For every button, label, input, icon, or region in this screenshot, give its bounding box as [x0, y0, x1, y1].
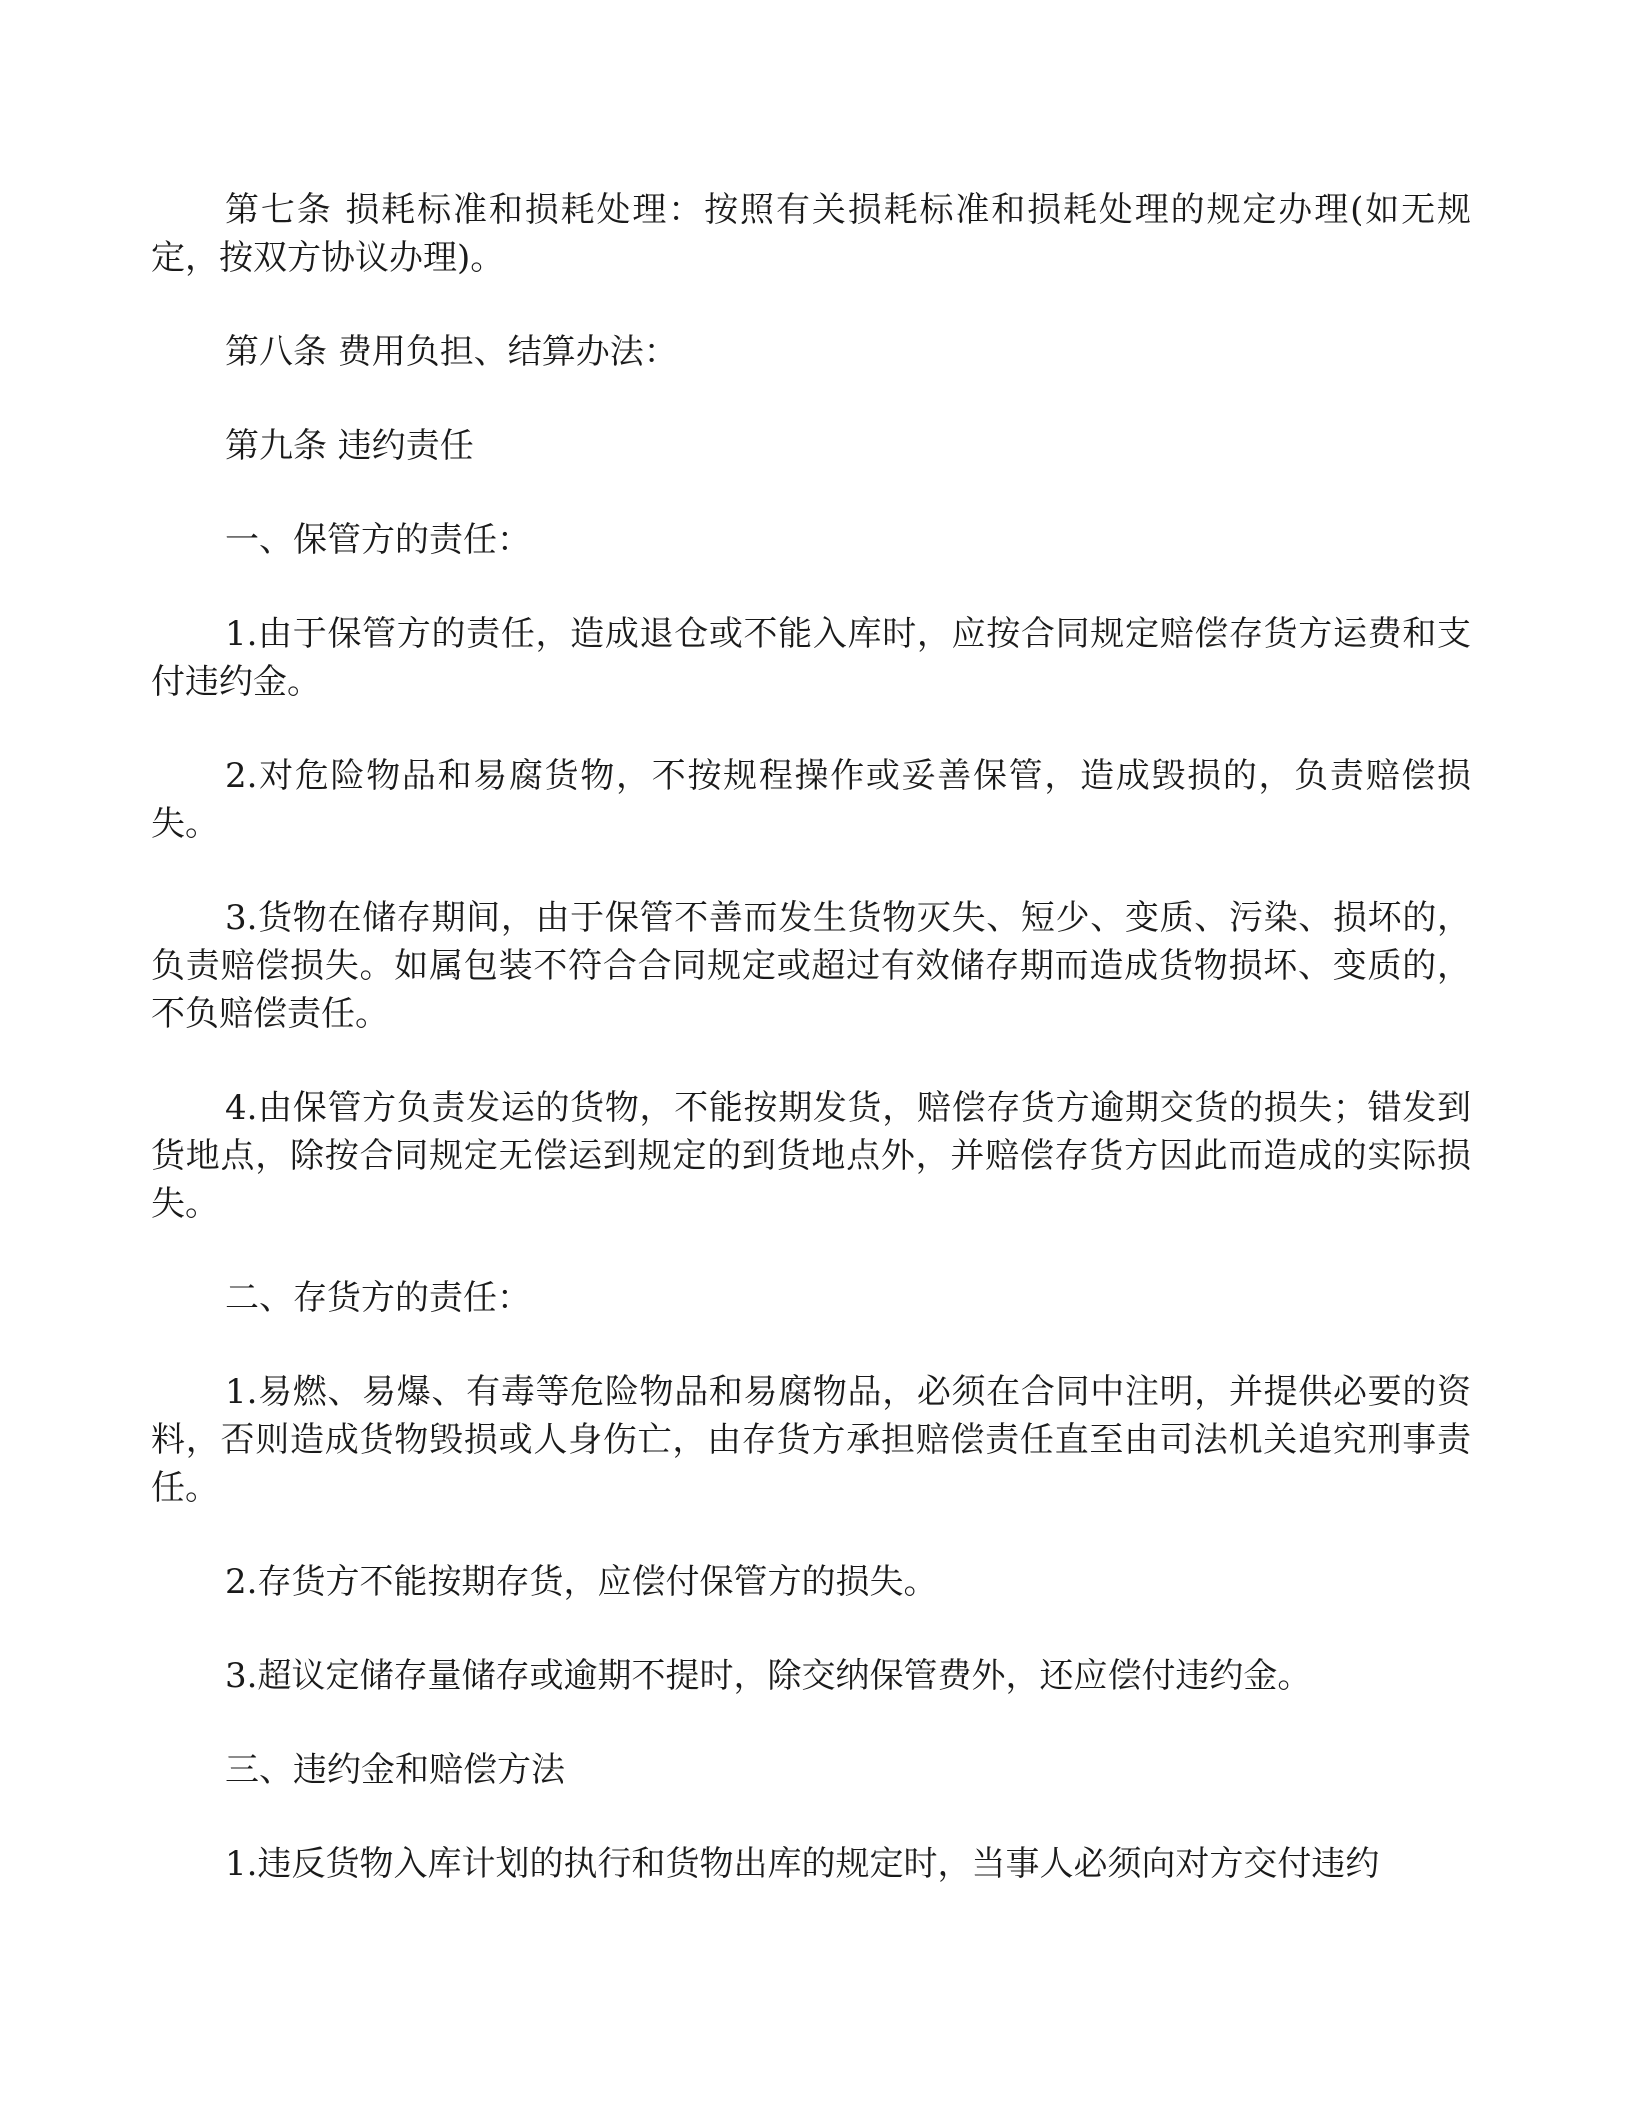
article-9-heading: 第九条 违约责任	[225, 426, 474, 466]
section-depositor-liability-heading: 二、存货方的责任：	[225, 1278, 531, 1318]
depositor-clause-3: 3.超议定储存量储存或逾期不提时，除交纳保管费外，还应偿付违约金。	[225, 1656, 1312, 1696]
section-keeper-liability-heading: 一、保管方的责任：	[225, 520, 531, 560]
keeper-clause-2: 2.对危险物品和易腐货物，不按规程操作或妥善保管，造成毁损的，负责赔偿损失。	[151, 756, 1471, 844]
keeper-clause-4: 4.由保管方负责发运的货物，不能按期发货，赔偿存货方逾期交货的损失；错发到货地点，除按合同规定无偿运到规定的到货地点外，并赔偿存货方因此而造成的实际损失。	[151, 1088, 1471, 1224]
document-body	[151, 186, 1471, 1934]
keeper-clause-3: 3.货物在储存期间，由于保管不善而发生货物灭失、短少、变质、污染、损坏的，负责赔偿损失。如属包装不符合合同规定或超过有效储存期而造成货物损坏、变质的，不负赔偿责任。	[151, 898, 1471, 1034]
section-penalty-heading: 三、违约金和赔偿方法	[225, 1750, 565, 1790]
depositor-clause-1: 1.易燃、易爆、有毒等危险物品和易腐物品，必须在合同中注明，并提供必要的资料，否则造成货物毁损或人身伤亡，由存货方承担赔偿责任直至由司法机关追究刑事责任。	[151, 1372, 1471, 1508]
penalty-clause-1: 1.违反货物入库计划的执行和货物出库的规定时，当事人必须向对方交付违约	[225, 1844, 1380, 1884]
depositor-clause-2: 2.存货方不能按期存货，应偿付保管方的损失。	[225, 1562, 938, 1602]
keeper-clause-1: 1.由于保管方的责任，造成退仓或不能入库时，应按合同规定赔偿存货方运费和支付违约金。	[151, 614, 1471, 702]
article-7-loss-standard: 第七条 损耗标准和损耗处理：按照有关损耗标准和损耗处理的规定办理(如无规定，按双方协议办理)。	[151, 190, 1471, 278]
article-8-costs-settlement: 第八条 费用负担、结算办法：	[225, 332, 678, 372]
